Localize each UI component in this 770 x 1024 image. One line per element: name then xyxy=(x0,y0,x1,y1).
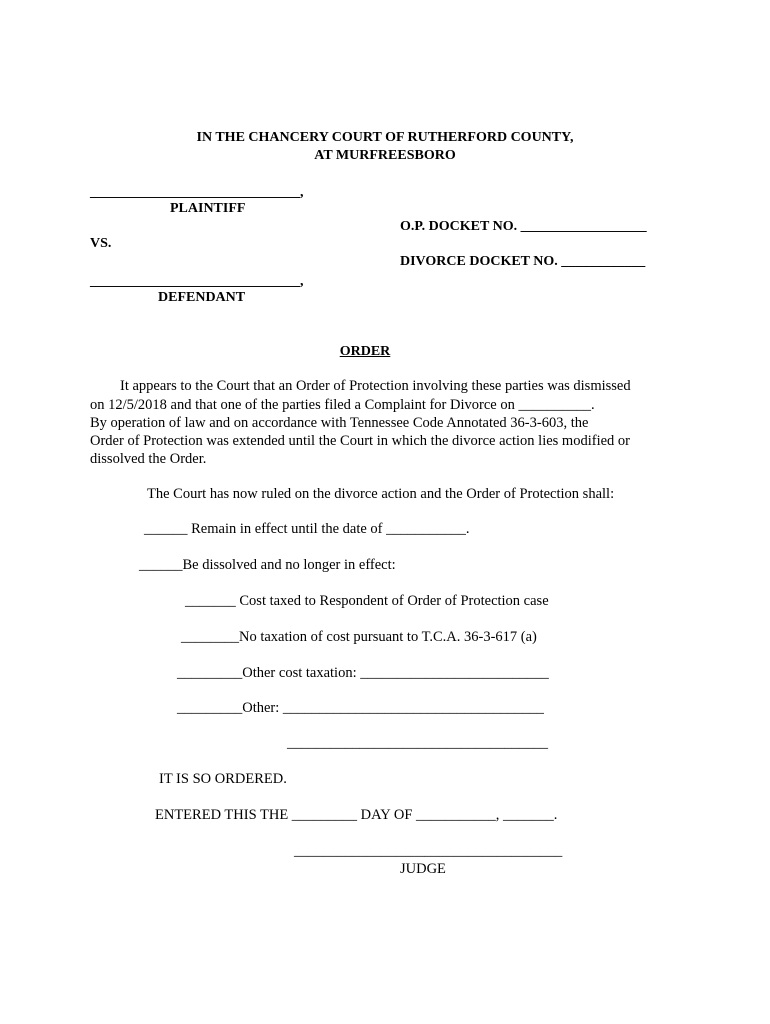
ruling-statement: The Court has now ruled on the divorce action and the Order of Protection shall: xyxy=(147,486,615,502)
entered-date-line: ENTERED THIS THE _________ DAY OF ___________, _______. xyxy=(155,807,558,823)
paragraph-line-5: dissolved the Order. xyxy=(90,451,207,467)
option-dissolved: ______Be dissolved and no longer in effect: xyxy=(139,557,396,573)
plaintiff-label: PLAINTIFF xyxy=(170,201,246,216)
plaintiff-name-blank: ______________________________, xyxy=(90,185,304,200)
court-heading-line1: IN THE CHANCERY COURT OF RUTHERFORD COUNTY, xyxy=(196,130,574,145)
paragraph-line-3: By operation of law and on accordance with Tennessee Code Annotated 36-3-603, the xyxy=(90,415,589,431)
op-docket-number: O.P. DOCKET NO. __________________ xyxy=(400,219,647,234)
defendant-name-blank: ______________________________, xyxy=(90,274,304,289)
suboption-cost-respondent: _______ Cost taxed to Respondent of Order of Protection case xyxy=(185,593,549,609)
divorce-docket-number: DIVORCE DOCKET NO. ____________ xyxy=(400,254,646,269)
versus-label: VS. xyxy=(90,236,112,251)
suboption-other-line-2: ____________________________________ xyxy=(287,735,548,751)
paragraph-line-2: on 12/5/2018 and that one of the parties filed a Complaint for Divorce on __________. xyxy=(90,397,595,413)
suboption-other: _________Other: ____________________________________ xyxy=(177,700,544,716)
order-title: ORDER xyxy=(339,344,391,359)
so-ordered: IT IS SO ORDERED. xyxy=(159,771,287,787)
judge-label: JUDGE xyxy=(400,861,446,877)
paragraph-line-4: Order of Protection was extended until the Court in which the divorce action lies modified or xyxy=(90,433,630,449)
suboption-no-taxation: ________No taxation of cost pursuant to T.C.A. 36-3-617 (a) xyxy=(181,629,537,645)
paragraph-line-1: It appears to the Court that an Order of Protection involving these parties was dismissed xyxy=(120,378,631,394)
judge-signature-line: _____________________________________ xyxy=(294,843,563,859)
suboption-other-cost-taxation: _________Other cost taxation: __________________________ xyxy=(177,665,549,681)
defendant-label: DEFENDANT xyxy=(158,290,246,305)
option-remain-in-effect: ______ Remain in effect until the date of ___________. xyxy=(144,521,470,537)
court-heading-line2: AT MURFREESBORO xyxy=(314,148,456,163)
